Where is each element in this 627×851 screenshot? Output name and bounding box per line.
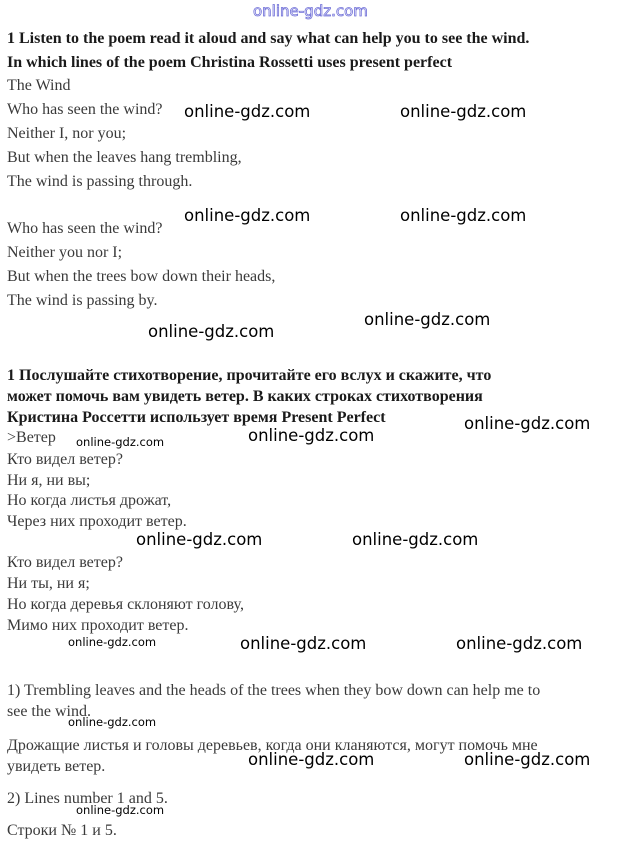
watermark: online-gdz.com [68,715,157,729]
watermark: online-gdz.com [76,435,165,449]
watermark: online-gdz.com [464,750,591,769]
poem-en-s1-line-1: Who has seen the wind? [7,101,163,118]
poem-en-s1-line-2: Neither I, nor you; [7,125,127,142]
exercise-ru-line-1: 1 Послушайте стихотворение, прочитайте его вслух и скажите, что [7,367,492,384]
watermark: online-gdz.com [76,803,165,817]
poem-ru-s1-line-2: Ни я, ни вы; [7,472,91,489]
poem-ru-s2-line-1: Кто видел ветер? [7,554,123,571]
exercise-en-line-1: 1 Listen to the poem read it aloud and say what can help you to see the wind. [7,30,530,47]
watermark: online-gdz.com [184,206,311,225]
answer-2-en: 2) Lines number 1 and 5. [7,790,168,807]
answer-1-en-line-1: 1) Trembling leaves and the heads of the trees when they bow down can help me to [7,682,541,699]
exercise-en-line-2: In which lines of the poem Christina Rossetti uses present perfect [7,54,453,71]
answer-1-ru-line-2: увидеть ветер. [7,758,106,775]
poem-ru-s1-line-4: Через них проходит ветер. [7,513,187,530]
poem-ru-s2-line-4: Мимо них проходит ветер. [7,617,189,634]
header-watermark: online-gdz.com [253,2,368,20]
watermark: online-gdz.com [364,310,491,329]
poem-en-title: The Wind [7,77,71,94]
poem-ru-s1-line-1: Кто видел ветер? [7,451,123,468]
watermark: online-gdz.com [248,426,375,445]
watermark: online-gdz.com [240,634,367,653]
watermark: online-gdz.com [68,635,157,649]
poem-ru-s1-line-3: Но когда листья дрожат, [7,492,172,509]
poem-en-s1-line-3: But when the leaves hang trembling, [7,149,242,166]
poem-en-s2-line-1: Who has seen the wind? [7,220,163,237]
answer-1-en-line-2: see the wind. [7,703,91,720]
watermark: online-gdz.com [184,102,311,121]
answer-2-ru: Строки № 1 и 5. [7,822,117,839]
watermark: online-gdz.com [464,414,591,433]
watermark: online-gdz.com [148,322,275,341]
watermark: online-gdz.com [352,530,479,549]
poem-en-s2-line-3: But when the trees bow down their heads, [7,268,276,285]
watermark: online-gdz.com [248,750,375,769]
answer-1-ru-line-1: Дрожащие листья и головы деревьев, когда они кланяются, могут помочь мне [7,737,538,754]
watermark: online-gdz.com [456,634,583,653]
watermark: online-gdz.com [400,102,527,121]
watermark: online-gdz.com [400,206,527,225]
poem-ru-s2-line-3: Но когда деревья склоняют голову, [7,596,244,613]
poem-en-s2-line-4: The wind is passing by. [7,292,158,309]
poem-ru-title: >Ветер [7,429,56,446]
watermark: online-gdz.com [136,530,263,549]
poem-ru-s2-line-2: Ни ты, ни я; [7,575,90,592]
poem-en-s1-line-4: The wind is passing through. [7,173,193,190]
poem-en-s2-line-2: Neither you nor I; [7,244,123,261]
exercise-ru-line-3: Кристина Россетти использует время Present Perfect [7,409,386,426]
exercise-ru-line-2: может помочь вам увидеть ветер. В каких строках стихотворения [7,388,483,405]
